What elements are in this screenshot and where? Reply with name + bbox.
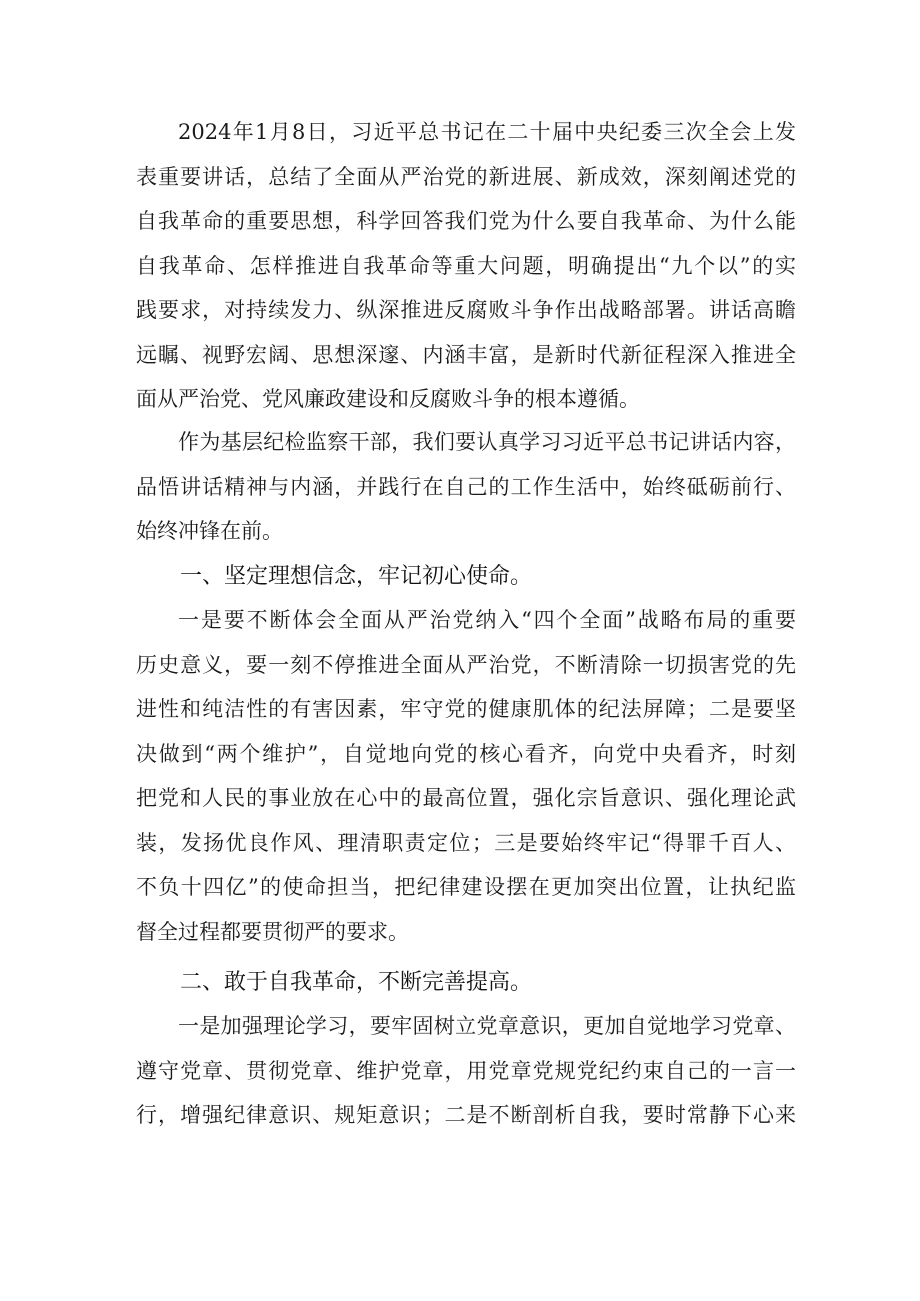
text-line: 决做到“两个维护”，自觉地向党的核心看齐，向党中央看齐，时刻 xyxy=(136,741,796,766)
text-line: 表重要讲话，总结了全面从严治党的新进展、新成效，深刻阐述党的 xyxy=(136,164,796,189)
text-line: 践要求，对持续发力、纵深推进反腐败斗争作出战略部署。讲话高瞻 xyxy=(136,298,796,322)
text-line: 装，发扬优良作风、理清职责定位；三是要始终牢记“得罪千百人、 xyxy=(136,830,796,855)
text-line: 不负十四亿”的使命担当，把纪律建设摆在更加突出位置，让执纪监 xyxy=(136,875,796,899)
text-line: 督全过程都要贯彻严的要求。 xyxy=(136,919,409,944)
text-line: 作为基层纪检监察干部，我们要认真学习习近平总书记讲话内容， xyxy=(178,430,796,454)
paragraph-section-1 xyxy=(136,598,796,954)
text-line: 面从严治党、党风廉政建设和反腐败斗争的根本遵循。 xyxy=(136,387,640,411)
text-line: 自我革命、怎样推进自我革命等重大问题，明确提出“九个以”的实 xyxy=(136,253,796,278)
text-line: 一是加强理论学习，要牢固树立党章意识，更加自觉地学习党章、 xyxy=(178,1014,796,1038)
text-line: 行，增强纪律意识、规矩意识；二是不断剖析自我，要时常静下心来 xyxy=(136,1103,796,1127)
text-line: 一是要不断体会全面从严治党纳入“四个全面”战略布局的重要 xyxy=(178,608,796,632)
text-line: 自我革命的重要思想，科学回答我们党为什么要自我革命、为什么能 xyxy=(136,209,796,233)
text-line: 远瞩、视野宏阔、思想深邃、内涵丰富，是新时代新征程深入推进全 xyxy=(136,342,796,367)
section-heading-2: 二、敢于自我革命，不断完善提高。 xyxy=(180,970,533,995)
text-line: 2024年1月8日，习近平总书记在二十届中央纪委三次全会上发 xyxy=(178,120,796,144)
text-line: 品悟讲话精神与内涵，并践行在自己的工作生活中，始终砥砺前行、 xyxy=(136,474,796,499)
text-line: 始终冲锋在前。 xyxy=(136,519,283,543)
text-line: 把党和人民的事业放在心中的最高位置，强化宗旨意识、强化理论武 xyxy=(136,786,796,810)
paragraph-role xyxy=(136,420,796,554)
text-line: 遵守党章、贯彻党章、维护党章，用党章党规党纪约束自己的一言一 xyxy=(136,1058,796,1083)
paragraph-intro xyxy=(136,110,796,422)
text-line: 历史意义，要一刻不停推进全面从严治党，不断清除一切损害党的先 xyxy=(136,652,796,677)
section-heading-1: 一、坚定理想信念，牢记初心使命。 xyxy=(180,564,533,589)
paragraph-section-2 xyxy=(136,1004,796,1138)
text-line: 进性和纯洁性的有害因素，牢守党的健康肌体的纪法屏障；二是要坚 xyxy=(136,697,796,721)
